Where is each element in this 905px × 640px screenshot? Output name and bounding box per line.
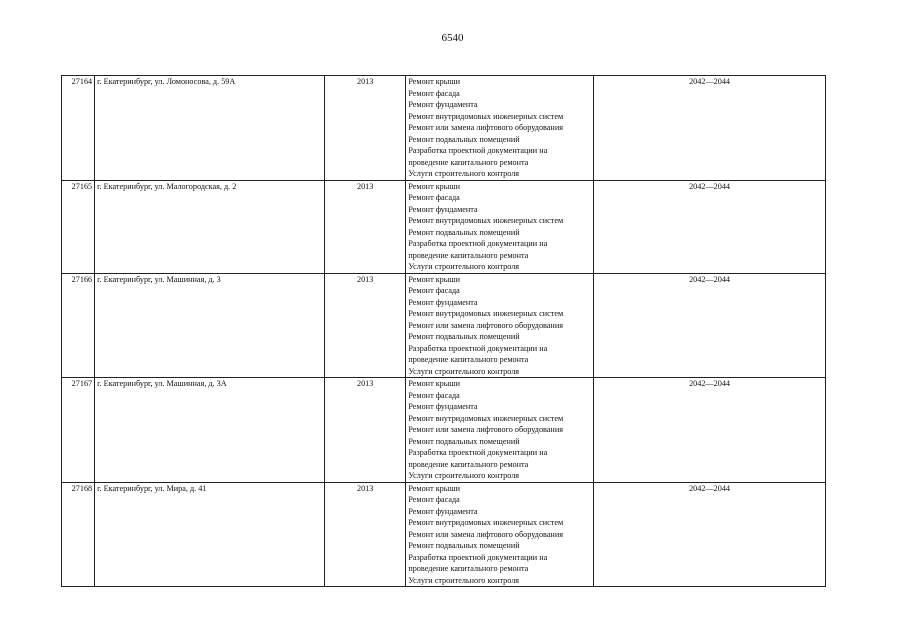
work-item: Ремонт фасада xyxy=(408,286,460,295)
work-item: проведение капитального ремонта xyxy=(408,250,529,260)
period-cell: 2042—2044 xyxy=(594,76,826,181)
work-item: Ремонт или замена лифтового оборудования xyxy=(408,425,563,434)
work-item: Ремонт фундамента xyxy=(408,506,478,516)
work-item: проведение капитального ремонта xyxy=(408,459,529,469)
period-cell: 2042—2044 xyxy=(594,180,826,273)
works-cell xyxy=(406,273,594,378)
table-row xyxy=(62,180,826,273)
work-item: Услуги строительного контроля xyxy=(408,169,520,178)
work-item: Ремонт внутридомовых инженерных систем xyxy=(408,413,564,423)
work-item: Ремонт крыши xyxy=(408,379,460,388)
work-item: Ремонт внутридомовых инженерных систем xyxy=(408,518,564,527)
work-item: проведение капитального ремонта xyxy=(408,355,529,364)
work-item: Разработка проектной документации на xyxy=(408,239,548,248)
period-cell: 2042—2044 xyxy=(594,273,826,378)
record-number-cell: 27166 xyxy=(62,273,95,378)
address-cell: г. Екатеринбург, ул. Мира, д. 41 xyxy=(95,482,325,587)
work-item: Ремонт крыши xyxy=(408,483,460,493)
work-item: Ремонт фасада xyxy=(408,88,460,98)
address-cell: г. Екатеринбург, ул. Малогородская, д. 2 xyxy=(95,180,325,273)
work-item: Ремонт крыши xyxy=(408,77,460,86)
work-item: Ремонт крыши xyxy=(408,181,460,191)
period-cell: 2042—2044 xyxy=(594,482,826,587)
registry-body xyxy=(62,76,826,587)
work-item: Ремонт фасада xyxy=(408,193,460,202)
work-item: проведение капитального ремонта xyxy=(408,157,529,167)
work-item: Разработка проектной документации на xyxy=(408,552,548,562)
work-item: Ремонт или замена лифтового оборудования xyxy=(408,123,563,132)
period-cell: 2042—2044 xyxy=(594,378,826,483)
work-item: Разработка проектной документации на xyxy=(408,343,548,353)
work-item: Ремонт или замена лифтового оборудования xyxy=(408,320,563,330)
table-row xyxy=(62,273,826,378)
year-cell: 2013 xyxy=(325,76,406,181)
work-item: Ремонт подвальных помещений xyxy=(408,436,520,446)
year-cell: 2013 xyxy=(325,273,406,378)
work-item: Ремонт фундамента xyxy=(408,100,478,109)
work-item: проведение капитального ремонта xyxy=(408,564,529,573)
year-cell: 2013 xyxy=(325,180,406,273)
works-cell xyxy=(406,180,594,273)
works-cell xyxy=(406,378,594,483)
work-item: Ремонт фундамента xyxy=(408,204,478,214)
record-number-cell: 27167 xyxy=(62,378,95,483)
work-item: Ремонт внутридомовых инженерных систем xyxy=(408,309,564,318)
work-item: Ремонт внутридомовых инженерных систем xyxy=(408,111,564,121)
work-item: Ремонт крыши xyxy=(408,274,460,284)
table-row xyxy=(62,76,826,181)
address-cell: г. Екатеринбург, ул. Машинная, д. 3 xyxy=(95,273,325,378)
work-item: Ремонт фасада xyxy=(408,390,460,400)
work-item: Ремонт подвальных помещений xyxy=(408,541,520,550)
work-item: Разработка проектной документации на xyxy=(408,146,548,155)
work-item: Ремонт фундамента xyxy=(408,297,478,307)
work-item: Услуги строительного контроля xyxy=(408,471,520,480)
page-number: 6540 xyxy=(441,32,464,44)
work-item: Ремонт подвальных помещений xyxy=(408,332,520,341)
table-row xyxy=(62,482,826,587)
table-row xyxy=(62,378,826,483)
address-cell: г. Екатеринбург, ул. Ломоносова, д. 59А xyxy=(95,76,325,181)
work-item: Ремонт или замена лифтового оборудования xyxy=(408,529,563,539)
work-item: Услуги строительного контроля xyxy=(408,366,520,376)
record-number-cell: 27164 xyxy=(62,76,95,181)
record-number-cell: 27168 xyxy=(62,482,95,587)
works-cell xyxy=(406,482,594,587)
registry-table xyxy=(61,75,826,587)
work-item: Ремонт фундамента xyxy=(408,402,478,411)
work-item: Разработка проектной документации на xyxy=(408,448,548,457)
work-item: Ремонт подвальных помещений xyxy=(408,134,520,144)
record-number-cell: 27165 xyxy=(62,180,95,273)
work-item: Ремонт внутридомовых инженерных систем xyxy=(408,216,564,225)
work-item: Ремонт подвальных помещений xyxy=(408,227,520,237)
work-item: Ремонт фасада xyxy=(408,495,460,504)
work-item: Услуги строительного контроля xyxy=(408,262,520,271)
year-cell: 2013 xyxy=(325,482,406,587)
works-cell xyxy=(406,76,594,181)
address-cell: г. Екатеринбург, ул. Машинная, д. 3А xyxy=(95,378,325,483)
work-item: Услуги строительного контроля xyxy=(408,575,520,585)
year-cell: 2013 xyxy=(325,378,406,483)
